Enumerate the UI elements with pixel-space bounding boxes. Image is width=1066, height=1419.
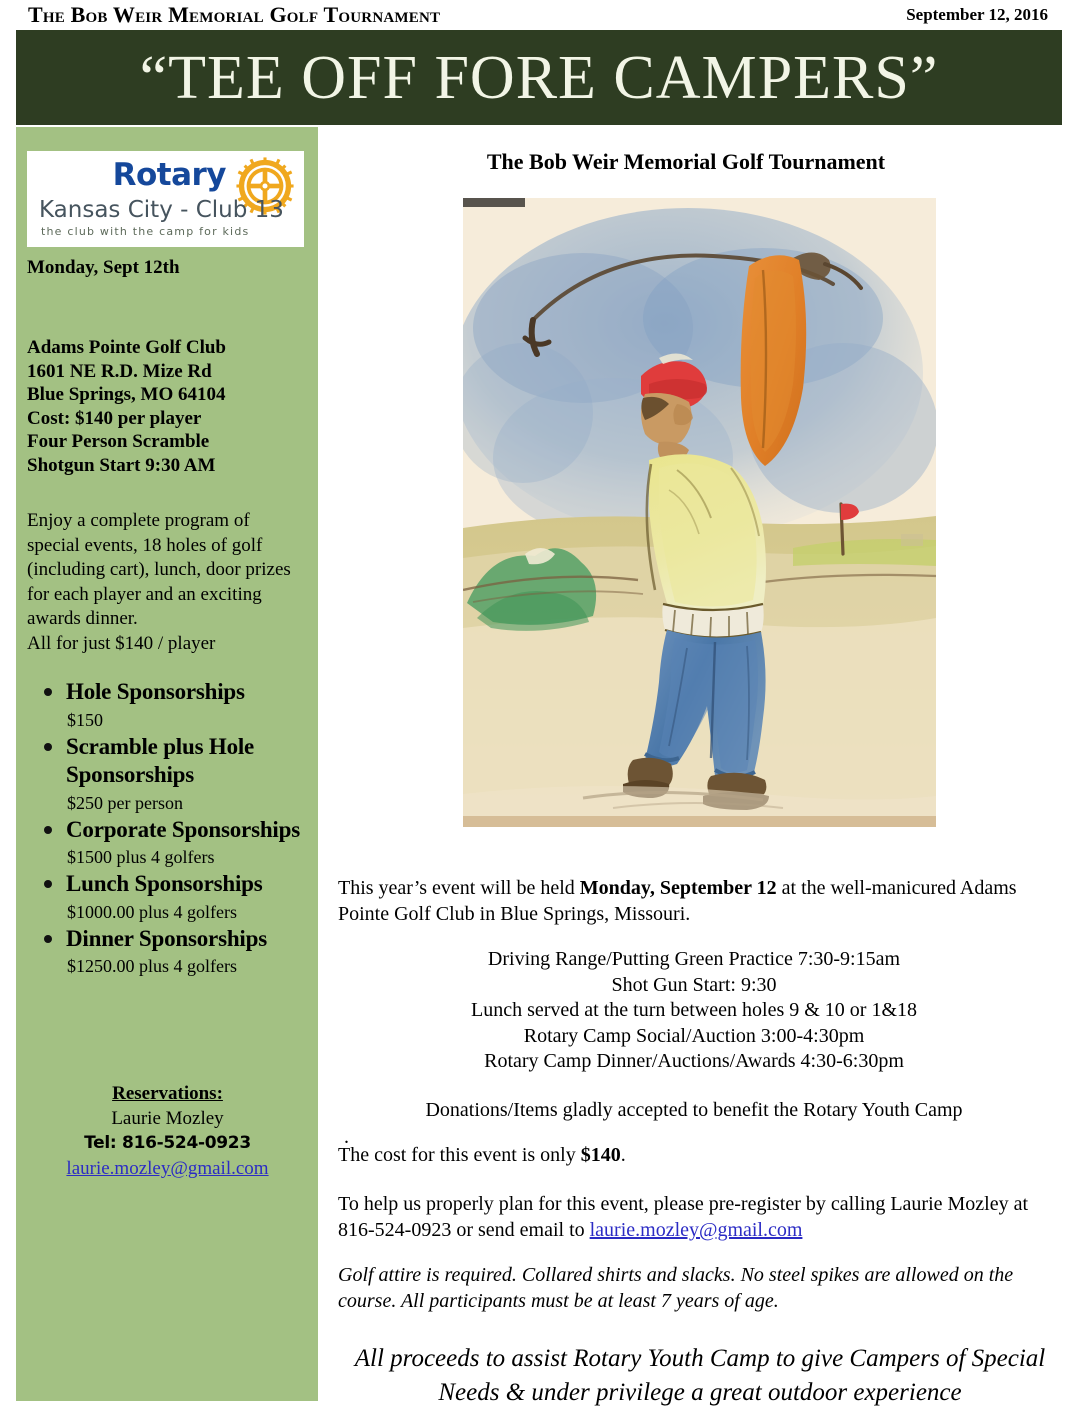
sponsorship-name: Dinner Sponsorships <box>66 925 267 951</box>
sponsorship-list <box>27 678 312 979</box>
proceeds-statement: All proceeds to assist Rotary Youth Camp to give Campers of Special Needs & under privilege a great outdoor experience <box>354 1345 1046 1406</box>
schedule-list <box>338 947 1050 1075</box>
address-line: Adams Pointe Golf Club <box>27 337 226 358</box>
sponsorship-price: $1500 plus 4 golfers <box>67 847 215 867</box>
golfer-watercolor-illustration <box>463 198 936 827</box>
address-line: Blue Springs, MO 64104 <box>27 384 226 405</box>
bullet-icon <box>44 826 52 834</box>
reservations-block <box>27 1081 308 1181</box>
sponsorship-price: $1250.00 plus 4 golfers <box>67 956 237 976</box>
sponsorship-name: Scramble plus Hole Sponsorships <box>66 733 255 787</box>
list-item <box>27 816 312 871</box>
preregister-text: To help us properly plan for this event, please pre-register by calling Laurie Mozley at 816-524-0923 or send email to <box>338 1193 1029 1241</box>
sponsorship-price: $1000.00 plus 4 golfers <box>67 901 237 922</box>
sidebar-panel <box>16 127 318 1401</box>
cost-amount: $140 <box>580 1144 621 1166</box>
masthead <box>0 0 1066 30</box>
bullet-icon <box>44 935 52 943</box>
sponsorship-name: Hole Sponsorships <box>66 679 245 704</box>
intro-suffix: at the well-manicured Adams Pointe Golf Club in Blue Springs, Missouri. <box>338 877 1017 925</box>
list-item <box>27 733 312 816</box>
sponsorship-name: Lunch Sponsorships <box>66 871 263 896</box>
address-line: Shotgun Start 9:30 AM <box>27 454 216 476</box>
list-item <box>27 925 312 980</box>
stray-punctuation-mark: . <box>344 1126 349 1148</box>
main-content <box>330 127 1054 1419</box>
cost-line <box>338 1144 1050 1167</box>
venue-address <box>27 336 226 477</box>
reservations-heading: Reservations: <box>112 1083 223 1104</box>
masthead-title: The Bob Weir Memorial Golf Tournament <box>28 2 441 27</box>
list-item <box>27 870 312 925</box>
rotary-logo-row <box>27 155 304 199</box>
bullet-icon <box>44 743 52 751</box>
bullet-icon <box>44 688 52 696</box>
headline-banner <box>16 30 1062 125</box>
intro-prefix: This year’s event will be held <box>338 877 580 899</box>
event-day: Monday, Sept 12th <box>27 257 180 278</box>
bullet-icon <box>44 880 52 888</box>
schedule-line: Driving Range/Putting Green Practice 7:30-9:15am <box>487 948 901 970</box>
cost-suffix: . <box>620 1144 626 1166</box>
address-line: Cost: $140 per player <box>27 407 202 429</box>
rotary-brand-text: Rotary <box>112 157 226 193</box>
schedule-line: Shot Gun Start: 9:30 <box>611 973 777 996</box>
description-text: Enjoy a complete program of special events, 18 holes of golf (including cart), lunch, door prizes for each player and an exciting awards dinner. <box>27 510 291 629</box>
schedule-line: Rotary Camp Dinner/Auctions/Awards 4:30-6:30pm <box>484 1050 904 1072</box>
sponsorship-price: $150 <box>67 709 103 730</box>
rotary-club-text: Kansas City - Club 13 <box>39 197 284 223</box>
page-title: The Bob Weir Memorial Golf Tournament <box>486 149 886 174</box>
attire-policy: Golf attire is required. Collared shirts and slacks. No steel spikes are allowed on the course. All participants must be at least 7 years of age. <box>338 1264 1014 1312</box>
list-item <box>27 678 312 733</box>
schedule-line: Lunch served at the turn between holes 9 & 10 or 1&18 <box>471 999 917 1021</box>
rotary-tagline: the club with the camp for kids <box>41 225 250 238</box>
schedule-line: Rotary Camp Social/Auction 3:00-4:30pm <box>523 1024 865 1047</box>
reservations-phone: Tel: 816-524-0923 <box>84 1133 251 1153</box>
description-price-line: All for just $140 / player <box>27 632 216 654</box>
preregister-email-link[interactable]: laurie.mozley@gmail.com <box>589 1219 803 1241</box>
masthead-date: September 12, 2016 <box>906 5 1048 24</box>
reservations-email-link[interactable]: laurie.mozley@gmail.com <box>66 1158 269 1179</box>
headline-text: “TEE OFF FORE CAMPERS” <box>139 43 939 112</box>
preregister-paragraph <box>338 1191 1038 1243</box>
intro-date-bold: Monday, September 12 <box>579 877 777 899</box>
address-line: 1601 NE R.D. Mize Rd <box>27 360 212 382</box>
sponsorship-price: $250 per person <box>67 792 183 813</box>
sponsorship-name: Corporate Sponsorships <box>66 816 300 842</box>
cost-prefix: The cost for this event is only <box>338 1144 581 1166</box>
reservations-contact-name: Laurie Mozley <box>111 1108 224 1129</box>
event-description <box>27 509 303 656</box>
rotary-logo <box>27 151 304 247</box>
donations-note: Donations/Items gladly accepted to benefit the Rotary Youth Camp <box>425 1099 963 1121</box>
address-line: Four Person Scramble <box>27 431 210 452</box>
intro-paragraph <box>338 875 1050 927</box>
